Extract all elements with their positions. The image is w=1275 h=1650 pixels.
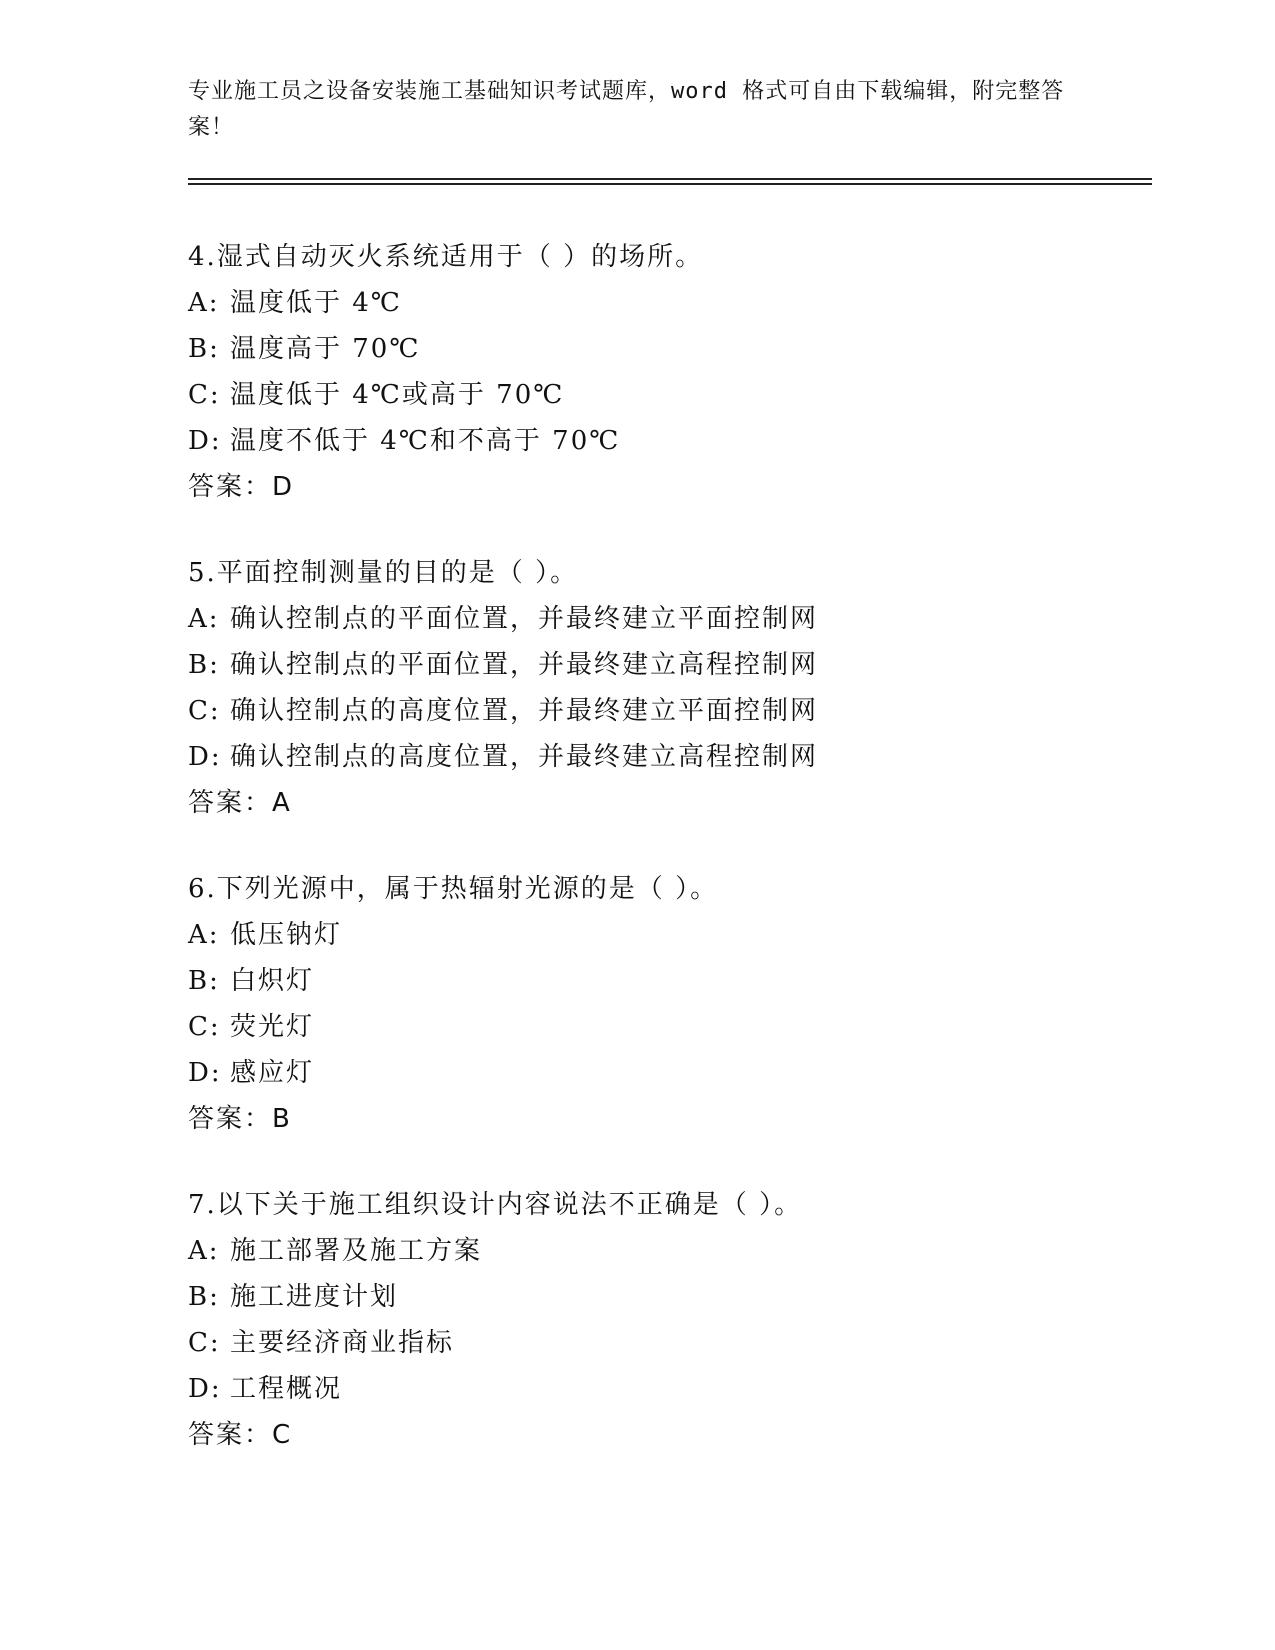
option-a	[188, 1228, 1148, 1274]
option-letter: B:	[188, 334, 220, 364]
option-letter: C:	[188, 696, 221, 726]
option-letter: D:	[188, 426, 222, 456]
option-b	[188, 958, 1148, 1004]
option-c	[188, 372, 1148, 418]
option-letter: B:	[188, 650, 220, 680]
option-b	[188, 326, 1148, 372]
answer-line: 答案：D	[188, 472, 295, 502]
option-c	[188, 688, 1148, 734]
option-text: 确认控制点的平面位置，并最终建立高程控制网	[230, 650, 819, 680]
option-text: 温度低于 4℃	[230, 288, 402, 318]
option-letter: C:	[188, 380, 221, 410]
option-letter: C:	[188, 1012, 221, 1042]
option-text: 确认控制点的平面位置，并最终建立平面控制网	[230, 604, 819, 634]
option-letter: A:	[188, 288, 220, 318]
option-letter: B:	[188, 966, 220, 996]
header-divider-bottom	[188, 183, 1152, 185]
option-d	[188, 734, 1148, 780]
option-letter: D:	[188, 1058, 222, 1088]
option-text: 低压钠灯	[230, 920, 343, 950]
option-text: 荧光灯	[230, 1012, 315, 1042]
question-stem: 6.下列光源中，属于热辐射光源的是（ ）。	[188, 874, 719, 904]
option-text: 工程概况	[230, 1374, 343, 1404]
option-text: 感应灯	[230, 1058, 315, 1088]
option-c	[188, 1004, 1148, 1050]
option-text: 确认控制点的高度位置，并最终建立平面控制网	[230, 696, 819, 726]
header-divider-top	[188, 178, 1152, 180]
option-d	[188, 418, 1148, 464]
question-list	[188, 234, 1148, 1498]
answer-line: 答案：A	[188, 788, 292, 818]
option-letter: D:	[188, 1374, 222, 1404]
option-letter: A:	[188, 1236, 220, 1266]
option-text: 白炽灯	[230, 966, 315, 996]
option-a	[188, 280, 1148, 326]
question-4	[188, 234, 1148, 510]
answer-line: 答案：C	[188, 1420, 293, 1450]
question-6	[188, 866, 1148, 1142]
option-b	[188, 642, 1148, 688]
option-letter: A:	[188, 920, 220, 950]
option-a	[188, 912, 1148, 958]
option-a	[188, 596, 1148, 642]
option-text: 主要经济商业指标	[230, 1328, 455, 1358]
option-d	[188, 1366, 1148, 1412]
option-d	[188, 1050, 1148, 1096]
question-stem: 7.以下关于施工组织设计内容说法不正确是（ ）。	[188, 1190, 803, 1220]
option-c	[188, 1320, 1148, 1366]
document-header: 专业施工员之设备安装施工基础知识考试题库，word 格式可自由下载编辑，附完整答案！	[188, 79, 1065, 140]
option-letter: A:	[188, 604, 220, 634]
question-7	[188, 1182, 1148, 1458]
option-letter: D:	[188, 742, 222, 772]
option-letter: C:	[188, 1328, 221, 1358]
option-text: 温度不低于 4℃和不高于 70℃	[230, 426, 621, 456]
option-text: 施工进度计划	[230, 1282, 399, 1312]
option-text: 确认控制点的高度位置，并最终建立高程控制网	[230, 742, 819, 772]
option-text: 施工部署及施工方案	[230, 1236, 483, 1266]
question-stem: 5.平面控制测量的目的是（ ）。	[188, 558, 579, 588]
option-text: 温度低于 4℃或高于 70℃	[230, 380, 565, 410]
option-b	[188, 1274, 1148, 1320]
option-text: 温度高于 70℃	[230, 334, 421, 364]
question-5	[188, 550, 1148, 826]
answer-line: 答案：B	[188, 1104, 292, 1134]
option-letter: B:	[188, 1282, 220, 1312]
question-stem: 4.湿式自动灭火系统适用于（ ）的场所。	[188, 242, 704, 272]
